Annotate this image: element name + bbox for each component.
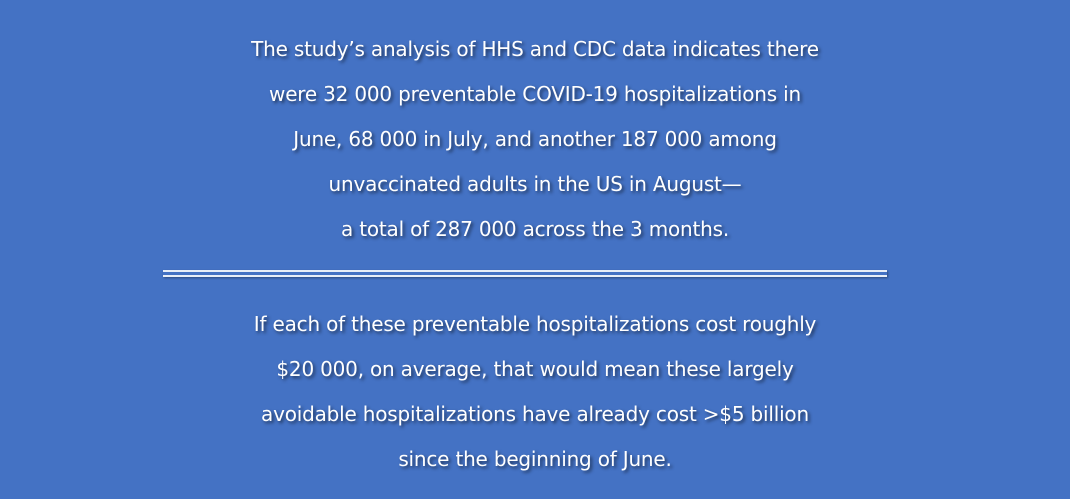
text-line: since the beginning of June.: [398, 447, 672, 471]
text-line: avoidable hospitalizations have already cost >$5 billion: [261, 402, 809, 426]
text-line: June, 68 000 in July, and another 187 000 among: [293, 127, 777, 151]
cost-paragraph: [0, 302, 1070, 482]
hospitalizations-paragraph: [0, 27, 1070, 252]
text-line: If each of these preventable hospitalizations cost roughly: [253, 312, 817, 336]
text-line: were 32 000 preventable COVID-19 hospitalizations in: [269, 82, 801, 106]
text-line: a total of 287 000 across the 3 months.: [340, 217, 730, 241]
text-line: $20 000, on average, that would mean these largely: [276, 357, 794, 381]
text-line: The study’s analysis of HHS and CDC data indicates there: [251, 37, 819, 61]
double-line-divider: [163, 270, 887, 277]
text-line: unvaccinated adults in the US in August—: [328, 172, 742, 196]
